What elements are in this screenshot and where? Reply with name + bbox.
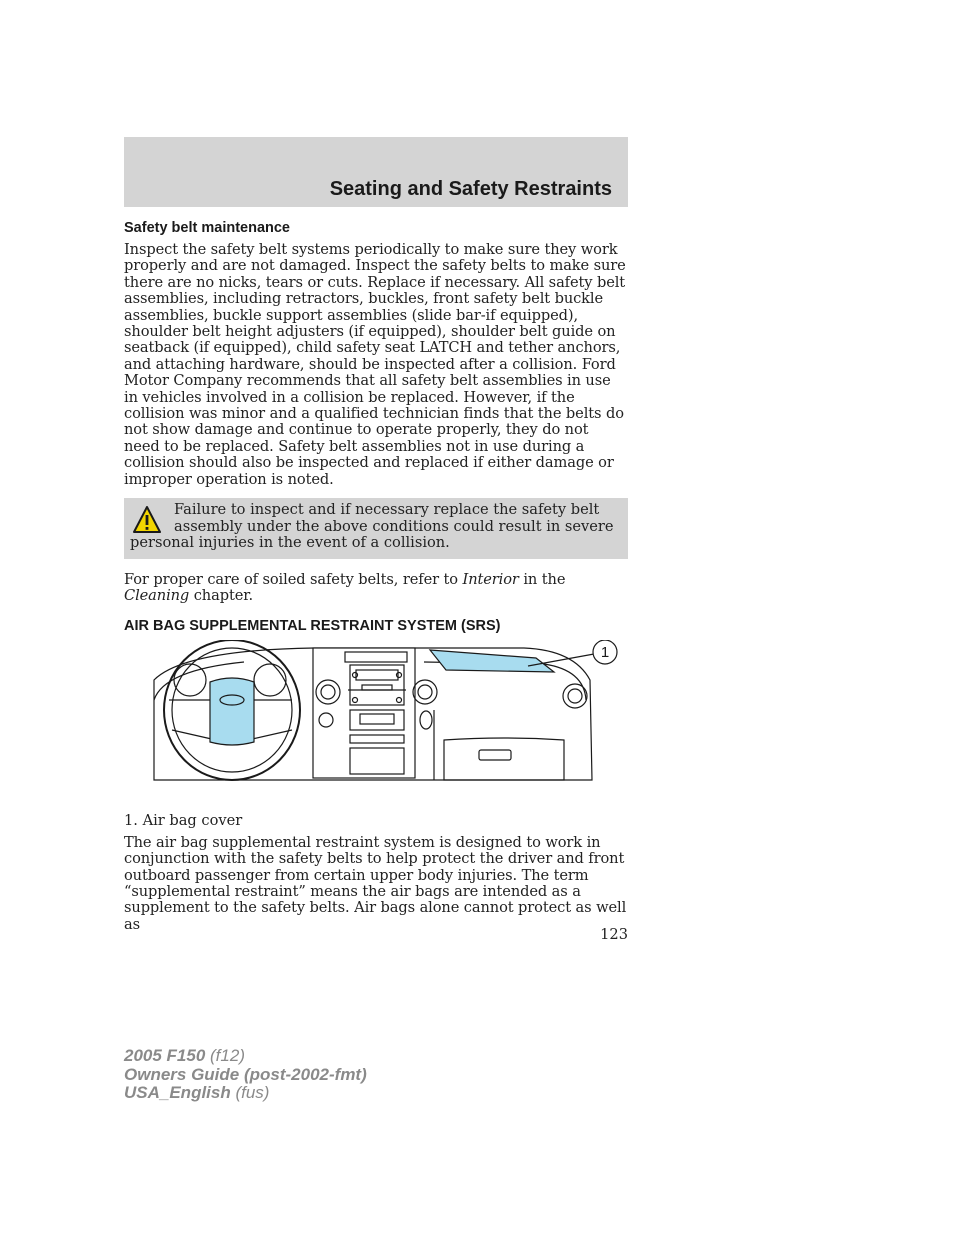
callout-number: 1 [600,643,610,661]
warning-triangle-icon [132,505,162,535]
footer-line-3 [124,1084,367,1103]
driver-airbag-cover [210,678,254,745]
section-title: Seating and Safety Restraints [329,178,612,200]
heading-air-bag-srs: AIR BAG SUPPLEMENTAL RESTRAINT SYSTEM (SRS) [124,617,501,634]
care-note [124,572,628,605]
care-note-suffix: chapter. [189,587,254,605]
footer-line-1 [124,1047,367,1066]
warning-box [124,498,628,559]
care-note-middle: in the [518,570,566,588]
document-footer [124,1047,367,1103]
maintenance-paragraph: Inspect the safety belt systems periodically to make sure they work properly and are not damaged. Inspect the safety belts to make sure there are no nicks, tears or cuts. Replace if necessary. All safety belt assemblies, including retractors, buckles, front safety belt buckle assemblies, buckle support assemblies (slide bar-if equipped), shoulder belt height adjusters (if equipped), shoulder belt guide on seatback (if equipped), child safety seat LATCH and tether anchors, and attaching hardware, should be inspected after a collision. Ford Motor Company recommends that all safety belt assemblies in use in vehicles involved in a collision be replaced. However, if the collision was minor and a qualified technician finds that the belts do not show damage and continue to operate properly, they do not need to be replaced. Safety belt assemblies not in use during a collision should also be inspected and replaced if either damage or improper operation is noted. [124,241,626,488]
page-number: 123 [600,926,628,943]
warning-text: Failure to inspect and if necessary replace the safety belt assembly under the above conditions could result in severe personal injuries in the event of a collision. [130,501,614,552]
care-note-ref-cleaning: Cleaning [124,587,190,605]
heading-safety-belt-maintenance: Safety belt maintenance [124,220,290,236]
page-content [124,220,628,933]
dashboard-illustration [124,640,628,808]
section-header-band [124,137,628,207]
srs-paragraph: The air bag supplemental restraint system is designed to work in conjunction with the safety belts to help protect the driver and front outboard passenger from certain upper body injuries. The term “supplemental restraint” means the air bags are intended as a supplement to the safety belts. Air bags alone cannot protect as well as [124,833,627,933]
footer-language: USA_English [124,1083,231,1102]
care-note-ref-interior: Interior [462,570,519,588]
care-note-prefix: For proper care of soiled safety belts, refer to [124,570,463,588]
footer-guide: Owners Guide (post-2002-fmt) [124,1064,367,1084]
figure-caption: 1. Air bag cover [124,811,243,829]
footer-model-code: (f12) [205,1046,245,1065]
footer-model: 2005 F150 [124,1046,206,1065]
footer-language-code: (fus) [230,1083,270,1102]
footer-line-2 [124,1066,367,1085]
